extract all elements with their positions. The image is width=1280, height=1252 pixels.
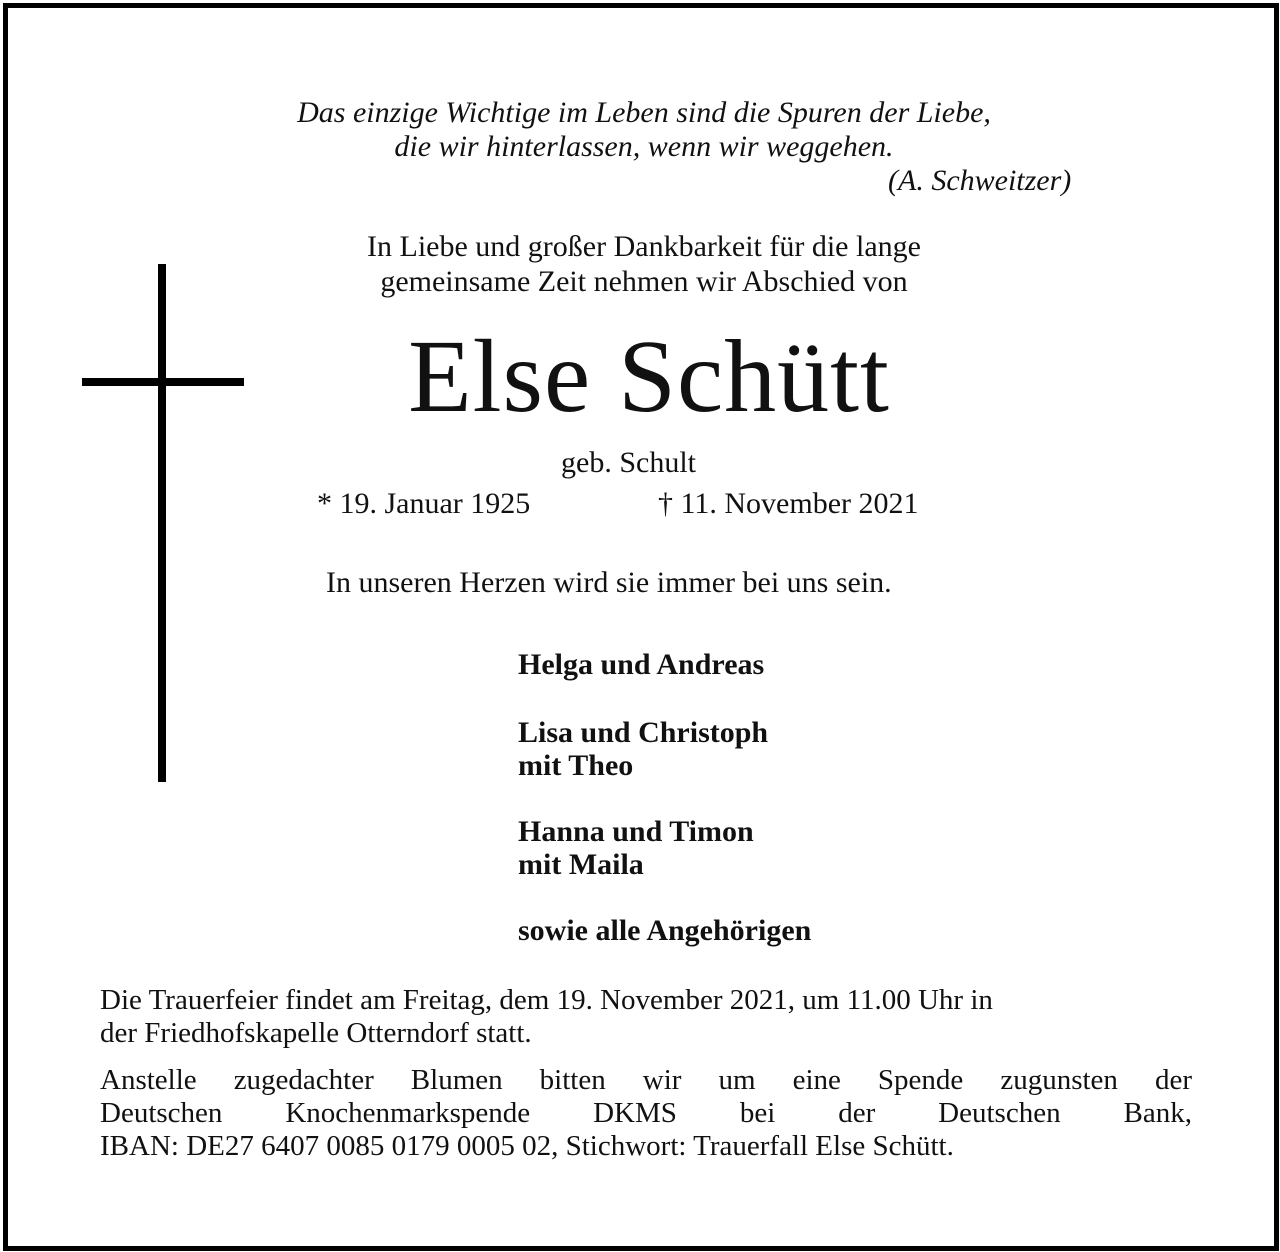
donation-line-1: Anstelle zugedachter Blumen bitten wir um eine Spende zugunsten der — [100, 1064, 1192, 1096]
obituary-notice — [3, 3, 1279, 1251]
quote-line-2: die wir hinterlassen, wenn wir weggehen. — [394, 130, 894, 163]
funeral-line-2: der Friedhofskapelle Otterndorf statt. — [100, 1017, 532, 1049]
birth-date: * 19. Januar 1925 — [317, 487, 531, 520]
donation-line-3: IBAN: DE27 6407 0085 0179 0005 02, Stichwort: Trauerfall Else Schütt. — [100, 1130, 954, 1162]
intro-line-1: In Liebe und großer Dankbarkeit für die lange — [367, 230, 921, 263]
maiden-name: geb. Schult — [561, 446, 696, 479]
remembrance-line: In unseren Herzen wird sie immer bei uns sein. — [326, 566, 892, 599]
deceased-name: Else Schütt — [408, 319, 890, 434]
intro-line-2: gemeinsame Zeit nehmen wir Abschied von — [380, 265, 908, 298]
family-group-4: sowie alle Angehörigen — [518, 914, 812, 947]
family-group-3-line-2: mit Maila — [518, 848, 644, 881]
funeral-line-1: Die Trauerfeier findet am Freitag, dem 19. November 2021, um 11.00 Uhr in — [100, 984, 993, 1016]
death-date: † 11. November 2021 — [658, 487, 919, 520]
quote-author: (A. Schweitzer) — [888, 164, 1072, 197]
quote-line-1: Das einzige Wichtige im Leben sind die Spuren der Liebe, — [297, 96, 991, 129]
family-group-2-line-1: Lisa und Christoph — [518, 716, 769, 749]
family-group-2-line-2: mit Theo — [518, 749, 634, 782]
family-group-1: Helga und Andreas — [518, 648, 765, 681]
family-group-3-line-1: Hanna und Timon — [518, 815, 754, 848]
donation-line-2: Deutschen Knochenmarkspende DKMS bei der Deutschen Bank, — [100, 1097, 1192, 1129]
